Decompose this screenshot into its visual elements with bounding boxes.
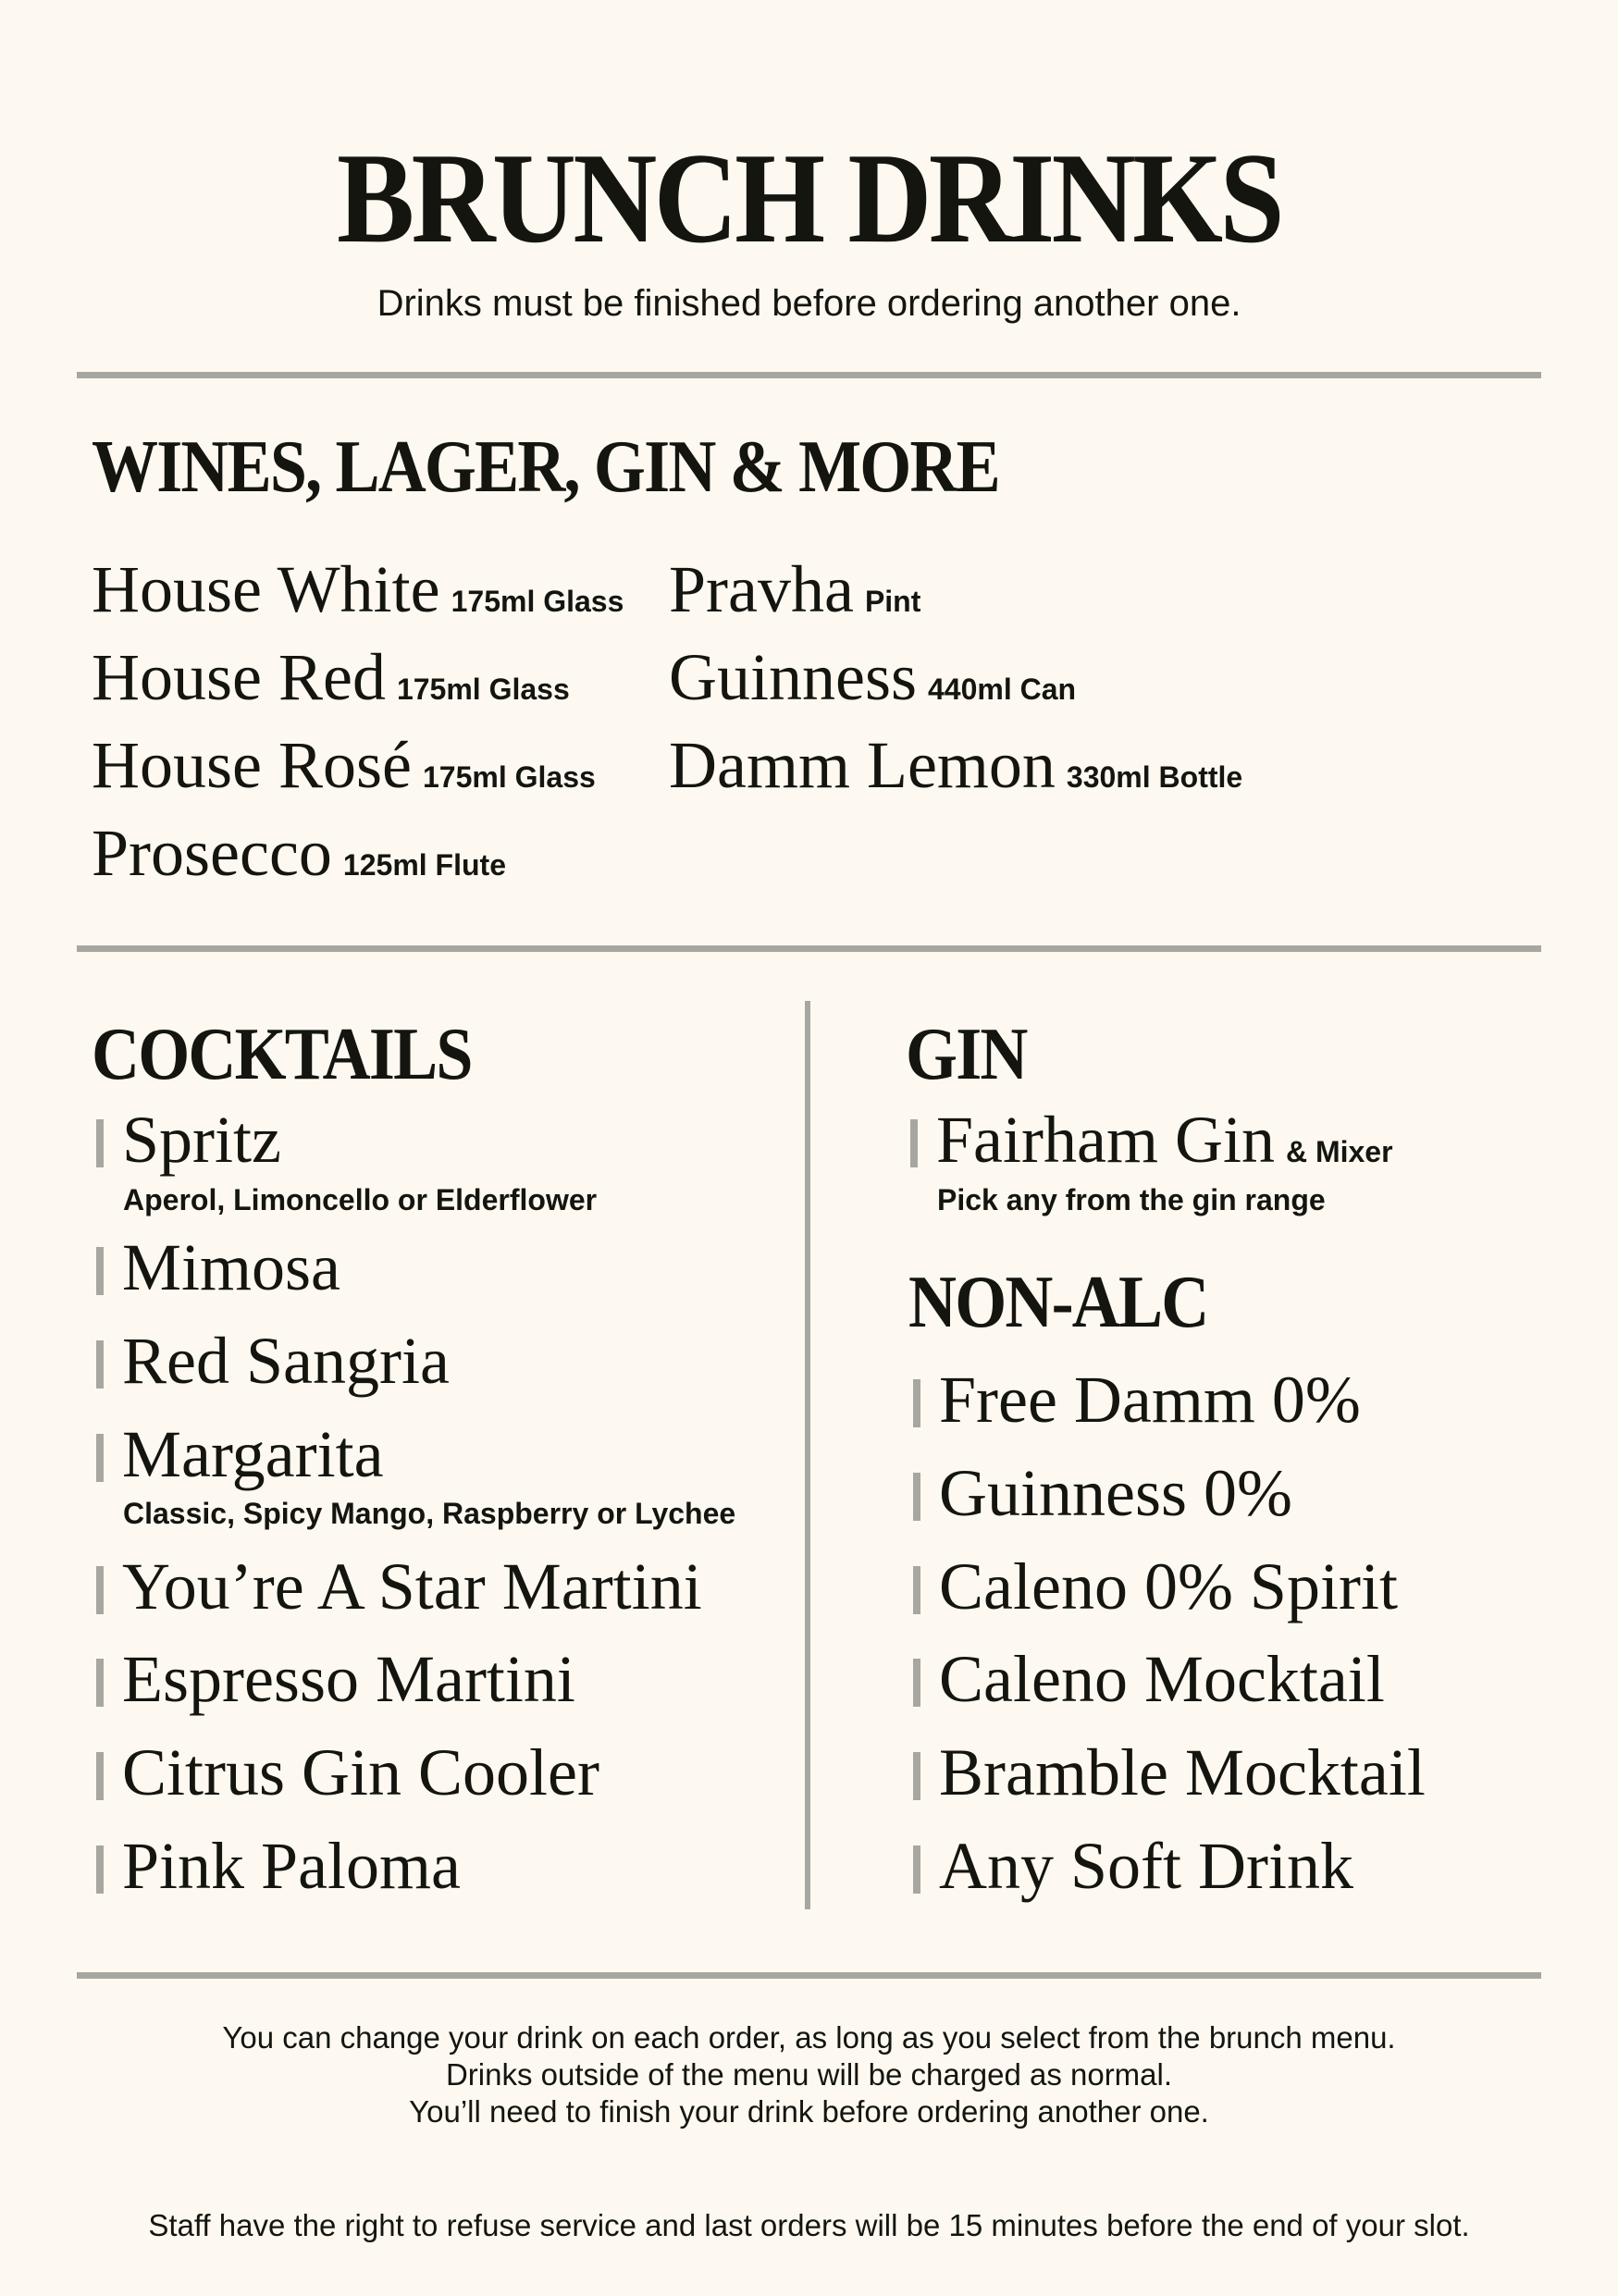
lager-size: 330ml Bottle [1066,760,1243,794]
wine-item [92,640,570,726]
gin-suffix: & Mixer [1285,1135,1393,1168]
wine-item [92,728,596,814]
footer-line: You can change your drink on each order, as long as you select from the brunch menu. [222,2020,1396,2055]
nonalc-item: Any Soft Drink [913,1829,1353,1903]
footer-line: You’ll need to finish your drink before ordering another one. [409,2094,1209,2129]
cocktail-note: Aperol, Limoncello or Elderflower [123,1183,598,1216]
cocktails-heading: COCKTAILS [92,1014,472,1095]
gin-note: Pick any from the gin range [937,1183,1326,1216]
page-subtitle: Drinks must be finished before ordering another one. [377,283,1241,324]
wine-name: House Red [92,640,386,714]
cocktail-item: Pink Paloma [96,1829,461,1903]
wine-size: 175ml Glass [422,760,596,794]
divider-middle [77,945,1541,952]
footer-disclaimer: Staff have the right to refuse service and last orders will be 15 minutes before the end of your slot. [148,2208,1470,2242]
gin-name: Fairham Gin [936,1103,1275,1177]
nonalc-heading: NON-ALC [908,1262,1208,1343]
wines-heading: WINES, LAGER, GIN & MORE [92,426,999,508]
footer-line: Drinks outside of the menu will be charged as normal. [445,2057,1173,2092]
wine-item [92,552,624,638]
cocktail-note: Classic, Spicy Mango, Raspberry or Lychee [123,1497,736,1530]
column-divider [805,1001,810,1909]
cocktail-item: You’re A Star Martini [96,1549,702,1623]
wine-name: Prosecco [92,816,332,890]
nonalc-item: Free Damm 0% [913,1363,1361,1437]
lager-item [669,552,920,638]
divider-top [77,372,1541,378]
lager-name: Damm Lemon [669,728,1056,802]
page-title: BRUNCH DRINKS [337,127,1281,270]
cocktail-item: Espresso Martini [96,1642,575,1716]
gin-item [910,1103,1393,1189]
wine-name: House Rosé [92,728,412,802]
cocktail-item: Red Sangria [96,1324,450,1398]
lager-item [669,640,1076,726]
nonalc-item: Guinness 0% [913,1456,1292,1530]
cocktail-item: Margarita [96,1417,384,1491]
wine-size: 125ml Flute [342,848,506,882]
gin-heading: GIN [906,1014,1027,1095]
cocktail-item: Spritz [96,1103,281,1177]
wine-item [92,816,506,902]
lager-name: Pravha [669,552,854,626]
lager-name: Guinness [669,640,917,714]
cocktail-item: Mimosa [96,1230,340,1304]
wine-size: 175ml Glass [451,585,624,618]
nonalc-item: Caleno Mocktail [913,1642,1385,1716]
nonalc-item: Caleno 0% Spirit [913,1549,1398,1623]
nonalc-item: Bramble Mocktail [913,1735,1426,1809]
divider-bottom [77,1972,1541,1979]
lager-size: 440ml Can [928,673,1077,706]
lager-size: Pint [864,585,921,618]
wine-size: 175ml Glass [396,673,570,706]
wine-name: House White [92,552,440,626]
cocktail-item: Citrus Gin Cooler [96,1735,599,1809]
lager-item [669,728,1242,814]
